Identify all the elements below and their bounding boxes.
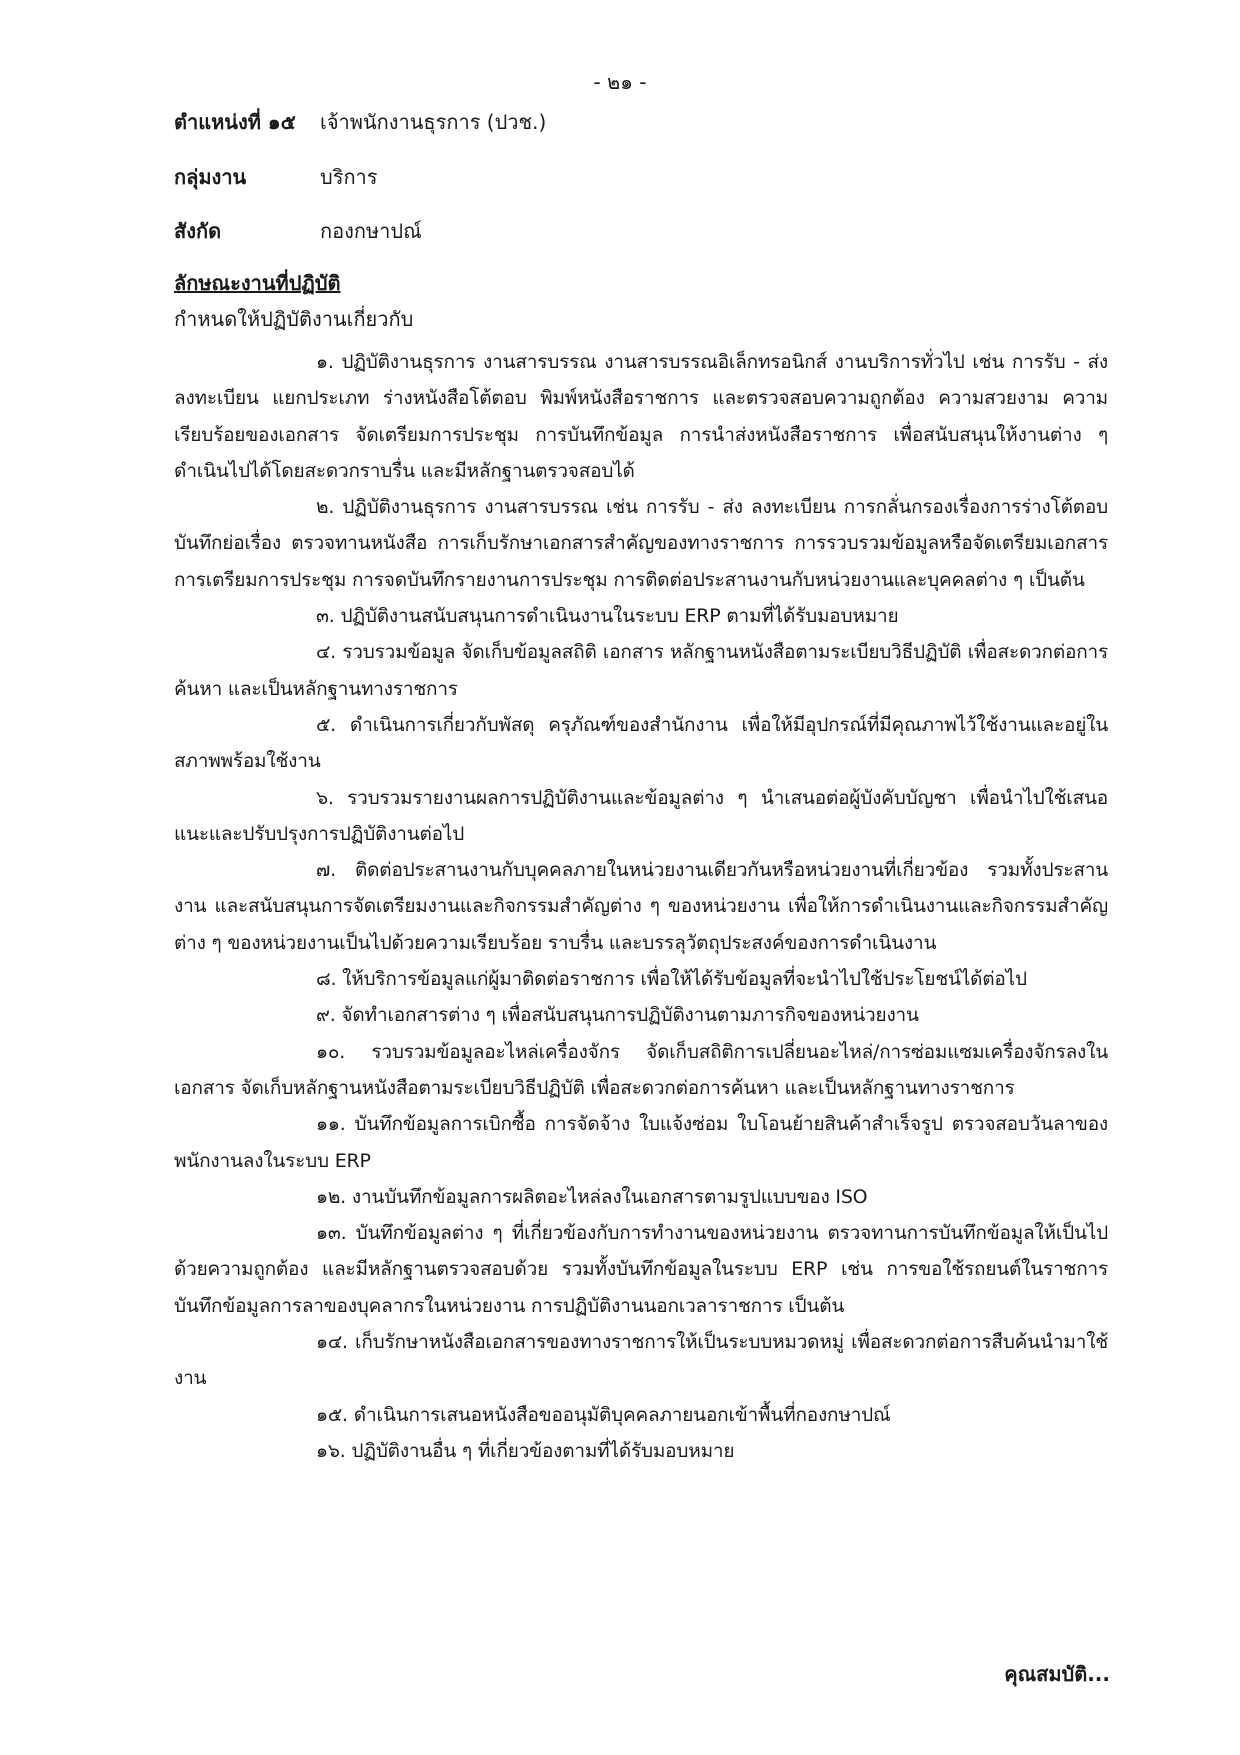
duty-item-14: ๑๔. เก็บรักษาหนังสือเอกสารของทางราชการให้เป็นระบบหมวดหมู่ เพื่อสะดวกต่อการสืบค้นนำมาใช้งาน [174,1331,1108,1390]
duty-item-8: ๘. ให้บริการข้อมูลแก่ผู้มาติดต่อราชการ เพื่อให้ได้รับข้อมูลที่จะนำไปใช้ประโยชน์ได้ต่อไป [316,968,1027,991]
affiliation-value: กองกษาปณ์ [320,219,422,243]
duty-item-11: ๑๑. บันทึกข้อมูลการเบิกซื้อ การจัดจ้าง ใบแจ้งซ่อม ใบโอนย้ายสินค้าสำเร็จรูป ตรวจสอบวันลาของพนักงานลงในระบบ ERP [174,1113,1108,1172]
duty-item-10: ๑๐. รวบรวมข้อมูลอะไหล่เครื่องจักร จัดเก็บสถิติการเปลี่ยนอะไหล่/การซ่อมแซมเครื่องจักรลงในเอกสาร จัดเก็บหลักฐานหนังสือตามระเบียบวิธีปฏิบัติ เพื่อสะดวกต่อการค้นหา และเป็นหลักฐานทางราชการ [174,1040,1108,1099]
duty-item-5: ๕. ดำเนินการเกี่ยวกับพัสดุ ครุภัณฑ์ของสำนักงาน เพื่อให้มีอุปกรณ์ที่มีคุณภาพไว้ใช้งานและอยู่ในสภาพพร้อมใช้งาน [174,713,1108,773]
duty-item-13: ๑๓. บันทึกข้อมูลต่าง ๆ ที่เกี่ยวข้องกับการทำงานของหน่วยงาน ตรวจทานการบันทึกข้อมูลให้เป็นไปด้วยความถูกต้อง และมีหลักฐานตรวจสอบด้วย รวมทั้งบันทึกข้อมูลในระบบ ERP เช่น การขอใช้รถยนต์ในราชการ บันทึกข้อมูลการลาของบุคลากรในหน่วยงาน การปฏิบัติงานนอกเวลาราชการ เป็นต้น [174,1222,1108,1317]
duty-item-15: ๑๕. ดำเนินการเสนอหนังสือขออนุมัติบุคคลภายนอกเข้าพื้นที่กองกษาปณ์ [316,1403,891,1426]
group-value: บริการ [320,165,378,189]
duty-item-6: ๖. รวบรวมรายงานผลการปฏิบัติงานและข้อมูลต่าง ๆ นำเสนอต่อผู้บังคับบัญชา เพื่อนำไปใช้เสนอแนะและปรับปรุงการปฏิบัติงานต่อไป [174,786,1108,845]
page-number: - ๒๑ - [593,70,647,94]
continuation-note: คุณสมบัติ... [1004,1662,1110,1686]
position-value: เจ้าพนักงานธุรการ (ปวช.) [320,110,547,134]
duty-list [174,344,1108,1469]
group-label: กลุ่มงาน [174,165,247,189]
affiliation-label: สังกัด [174,219,222,243]
duty-item-4: ๔. รวบรวมข้อมูล จัดเก็บข้อมูลสถิติ เอกสาร หลักฐานหนังสือตามระเบียบวิธีปฏิบัติ เพื่อสะดวกต่อการค้นหา และเป็นหลักฐานทางราชการ [174,641,1108,700]
duty-item-1: ๑. ปฏิบัติงานธุรการ งานสารบรรณ งานสารบรรณอิเล็กทรอนิกส์ งานบริการทั่วไป เช่น การรับ - ส่ง ลงทะเบียน แยกประเภท ร่างหนังสือโต้ตอบ พิมพ์หนังสือราชการ และตรวจสอบความถูกต้อง ความสวยงาม ความเรียบร้อยของเอกสาร จัดเตรียมการประชุม การบันทึกข้อมูล การนำส่งหนังสือราชการ เพื่อสนับสนุนให้งานต่าง ๆ ดำเนินไปได้โดยสะดวกราบรื่น และมีหลักฐานตรวจสอบได้ [174,351,1108,482]
duty-item-9: ๙. จัดทำเอกสารต่าง ๆ เพื่อสนับสนุนการปฏิบัติงานตามภารกิจของหน่วยงาน [316,1004,919,1027]
duty-item-2: ๒. ปฏิบัติงานธุรการ งานสารบรรณ เช่น การรับ - ส่ง ลงทะเบียน การกลั่นกรองเรื่องการร่างโต้ตอบ บันทึกย่อเรื่อง ตรวจทานหนังสือ การเก็บรักษาเอกสารสำคัญของทางราชการ การรวบรวมข้อมูลหรือจัดเตรียมเอกสาร การเตรียมการประชุม การจดบันทึกรายงานการประชุม การติดต่อประสานงานกับหน่วยงานและบุคคลต่าง ๆ เป็นต้น [174,496,1108,591]
duty-item-12: ๑๒. งานบันทึกข้อมูลการผลิตอะไหล่ลงในเอกสารตามรูปแบบของ ISO [316,1185,868,1208]
section-title: ลักษณะงานที่ปฏิบัติ [174,271,341,295]
position-label: ตำแหน่งที่ ๑๕ [174,110,296,134]
duty-item-16: ๑๖. ปฏิบัติงานอื่น ๆ ที่เกี่ยวข้องตามที่ได้รับมอบหมาย [316,1439,735,1462]
intro-text: กำหนดให้ปฏิบัติงานเกี่ยวกับ [174,307,414,331]
duty-item-7: ๗. ติดต่อประสานงานกับบุคคลภายในหน่วยงานเดียวกันหรือหน่วยงานที่เกี่ยวข้อง รวมทั้งประสานงาน และสนับสนุนการจัดเตรียมงานและกิจกรรมสำคัญต่าง ๆ ของหน่วยงาน เพื่อให้การดำเนินงานและกิจกรรมสำคัญต่าง ๆ ของหน่วยงานเป็นไปด้วยความเรียบร้อย ราบรื่น และบรรลุวัตถุประสงค์ของการดำเนินงาน [174,859,1108,954]
duty-item-3: ๓. ปฏิบัติงานสนับสนุนการดำเนินงานในระบบ ERP ตามที่ได้รับมอบหมาย [316,605,899,628]
